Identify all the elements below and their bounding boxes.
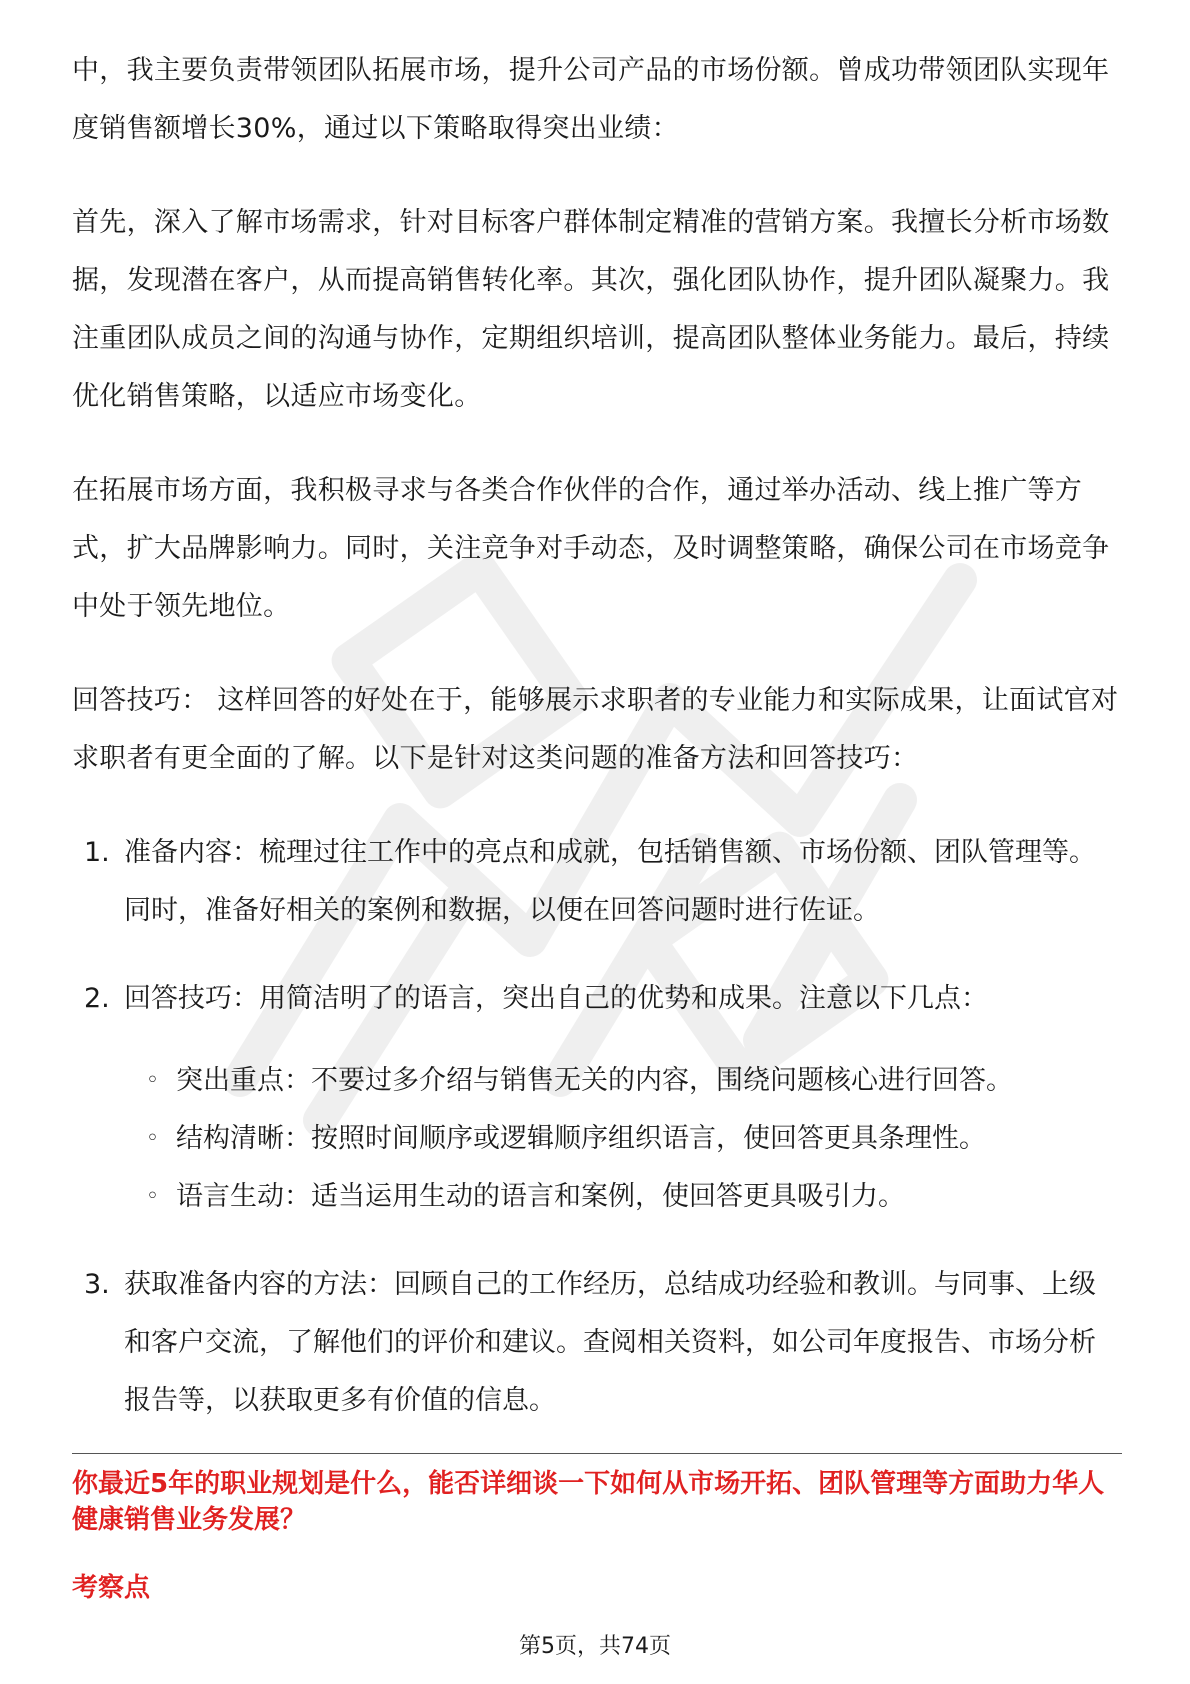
page-number: 第5页，共74页 xyxy=(519,1634,671,1659)
tip-number: 3. xyxy=(84,1269,110,1300)
sub-tip-text: 结构清晰：按照时间顺序或逻辑顺序组织语言，使回答更具条理性。 xyxy=(176,1123,986,1154)
answer-paragraph-1: 中，我主要负责带领团队拓展市场，提升公司产品的市场份额。曾成功带领团队实现年度销售额增长30%，通过以下策略取得突出业绩： xyxy=(72,55,1110,144)
bullet-icon: ◦ xyxy=(146,1068,159,1093)
answer-paragraph-2: 首先，深入了解市场需求，针对目标客户群体制定精准的营销方案。我擅长分析市场数据，发现潜在客户，从而提高销售转化率。其次，强化团队协作，提升团队凝聚力。我注重团队成员之间的沟通与协作，定期组织培训，提高团队整体业务能力。最后，持续优化销售策略，以适应市场变化。 xyxy=(72,207,1110,412)
tip-text: 准备内容：梳理过往工作中的亮点和成就，包括销售额、市场份额、团队管理等。同时，准备好相关的案例和数据，以便在回答问题时进行佐证。 xyxy=(124,837,1096,926)
sub-tips-list xyxy=(124,1052,1122,1226)
tip-item xyxy=(72,970,1122,1226)
interview-question: 你最近5年的职业规划是什么，能否详细谈一下如何从市场开拓、团队管理等方面助力华人健康销售业务发展？ xyxy=(72,1469,1105,1535)
section-divider xyxy=(72,1453,1122,1454)
tip-item xyxy=(72,824,1122,940)
body-content xyxy=(72,42,1122,1460)
section-heading: 考察点 xyxy=(72,1573,151,1603)
bullet-icon: ◦ xyxy=(146,1184,159,1209)
sub-tip-text: 突出重点：不要过多介绍与销售无关的内容，围绕问题核心进行回答。 xyxy=(176,1065,1013,1096)
tip-text: 回答技巧：用简洁明了的语言，突出自己的优势和成果。注意以下几点： xyxy=(124,983,988,1014)
tips-list xyxy=(72,824,1122,1430)
tip-number: 1. xyxy=(84,837,110,868)
answer-tips-intro: 回答技巧： 这样回答的好处在于，能够展示求职者的专业能力和实际成果，让面试官对求职者有更全面的了解。以下是针对这类问题的准备方法和回答技巧： xyxy=(72,685,1119,774)
sub-tip-item xyxy=(124,1052,1122,1110)
tip-number: 2. xyxy=(84,983,110,1014)
sub-tip-text: 语言生动：适当运用生动的语言和案例，使回答更具吸引力。 xyxy=(176,1181,905,1212)
tip-item xyxy=(72,1256,1122,1430)
bullet-icon: ◦ xyxy=(146,1126,159,1151)
sub-tip-item xyxy=(124,1110,1122,1168)
answer-paragraph-3: 在拓展市场方面，我积极寻求与各类合作伙伴的合作，通过举办活动、线上推广等方式，扩大品牌影响力。同时，关注竞争对手动态，及时调整策略，确保公司在市场竞争中处于领先地位。 xyxy=(72,475,1110,622)
sub-tip-item xyxy=(124,1168,1122,1226)
tip-text: 获取准备内容的方法：回顾自己的工作经历，总结成功经验和教训。与同事、上级和客户交流，了解他们的评价和建议。查阅相关资料，如公司年度报告、市场分析报告等，以获取更多有价值的信息。 xyxy=(124,1269,1096,1416)
